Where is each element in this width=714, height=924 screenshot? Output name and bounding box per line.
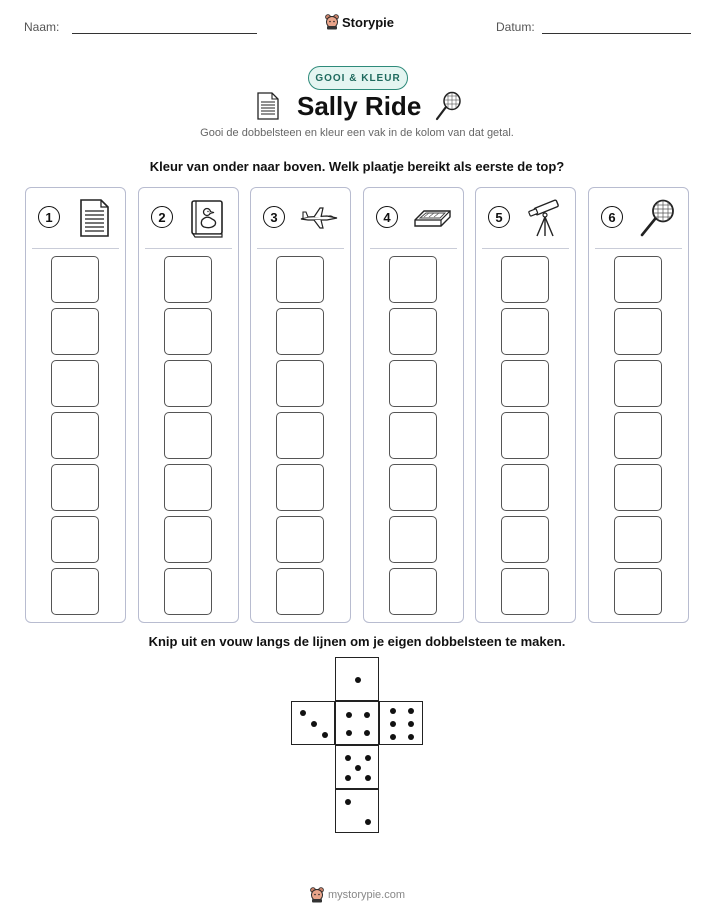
color-box[interactable] bbox=[501, 256, 549, 303]
die-instruction: Knip uit en vouw langs de lijnen om je eigen dobbelsteen te maken. bbox=[148, 634, 566, 649]
color-box[interactable] bbox=[389, 360, 437, 407]
game-instruction: Kleur van onder naar boven. Welk plaatje bereikt als eerste de top? bbox=[149, 159, 565, 174]
die-face-4 bbox=[335, 701, 379, 745]
column-header bbox=[145, 188, 232, 249]
color-box[interactable] bbox=[389, 464, 437, 511]
document-icon bbox=[256, 92, 280, 120]
column-number: 4 bbox=[376, 206, 398, 228]
color-box[interactable] bbox=[51, 568, 99, 615]
page-subtitle: Gooi de dobbelsteen en kleur een vak in de kolom van dat getal. bbox=[200, 127, 514, 139]
color-box[interactable] bbox=[276, 568, 324, 615]
die-pip bbox=[345, 799, 351, 805]
die-pip bbox=[408, 721, 414, 727]
column-number: 5 bbox=[488, 206, 510, 228]
page-title: Sally Ride bbox=[297, 91, 422, 121]
color-box[interactable] bbox=[164, 360, 212, 407]
die-pip bbox=[311, 721, 317, 727]
color-box[interactable] bbox=[389, 568, 437, 615]
die-pip bbox=[364, 712, 370, 718]
name-label: Naam: bbox=[24, 20, 60, 34]
die-face-3 bbox=[291, 701, 335, 745]
color-box[interactable] bbox=[51, 516, 99, 563]
color-box[interactable] bbox=[276, 412, 324, 459]
column-4 bbox=[363, 187, 464, 623]
die-pip bbox=[345, 775, 351, 781]
color-box[interactable] bbox=[501, 308, 549, 355]
color-box[interactable] bbox=[51, 464, 99, 511]
die-pip bbox=[300, 710, 306, 716]
color-box[interactable] bbox=[164, 256, 212, 303]
color-box[interactable] bbox=[51, 412, 99, 459]
column-number: 6 bbox=[601, 206, 623, 228]
color-box[interactable] bbox=[164, 464, 212, 511]
color-box[interactable] bbox=[614, 412, 662, 459]
color-box[interactable] bbox=[501, 412, 549, 459]
telescope-icon bbox=[524, 198, 564, 238]
color-box[interactable] bbox=[51, 360, 99, 407]
color-box[interactable] bbox=[276, 464, 324, 511]
color-box[interactable] bbox=[276, 360, 324, 407]
brand-logo bbox=[325, 14, 394, 30]
tennis-racket-icon bbox=[637, 198, 677, 238]
column-6 bbox=[588, 187, 689, 623]
color-box[interactable] bbox=[501, 464, 549, 511]
column-1 bbox=[25, 187, 126, 623]
color-box[interactable] bbox=[164, 308, 212, 355]
die-pip bbox=[390, 734, 396, 740]
color-box[interactable] bbox=[276, 308, 324, 355]
column-3 bbox=[250, 187, 351, 623]
color-box[interactable] bbox=[614, 516, 662, 563]
date-line[interactable] bbox=[542, 33, 691, 34]
duck-book-icon bbox=[187, 198, 227, 238]
die-face-5 bbox=[335, 745, 379, 789]
bear-icon bbox=[325, 14, 339, 30]
die-pip bbox=[408, 708, 414, 714]
die-pip bbox=[355, 677, 361, 683]
color-box[interactable] bbox=[389, 412, 437, 459]
die-pip bbox=[365, 775, 371, 781]
color-box[interactable] bbox=[614, 308, 662, 355]
date-label: Datum: bbox=[496, 20, 535, 34]
color-box[interactable] bbox=[389, 256, 437, 303]
die-face-6 bbox=[379, 701, 423, 745]
die-pip bbox=[365, 755, 371, 761]
die-face-2 bbox=[335, 789, 379, 833]
color-box[interactable] bbox=[51, 256, 99, 303]
die-pip bbox=[355, 765, 361, 771]
brand-name: Storypie bbox=[342, 14, 395, 30]
color-box[interactable] bbox=[614, 360, 662, 407]
column-header bbox=[370, 188, 457, 249]
die-face-1 bbox=[335, 657, 379, 701]
die-pip bbox=[346, 712, 352, 718]
column-number: 1 bbox=[38, 206, 60, 228]
color-box[interactable] bbox=[276, 256, 324, 303]
air-mattress-icon bbox=[412, 198, 452, 238]
color-box[interactable] bbox=[164, 516, 212, 563]
die-pip bbox=[322, 732, 328, 738]
column-number: 3 bbox=[263, 206, 285, 228]
column-number: 2 bbox=[151, 206, 173, 228]
die-pip bbox=[390, 708, 396, 714]
color-box[interactable] bbox=[276, 516, 324, 563]
die-pip bbox=[345, 755, 351, 761]
die-pip bbox=[408, 734, 414, 740]
footer-url: mystorypie.com bbox=[328, 889, 406, 901]
column-header bbox=[32, 188, 119, 249]
document-icon bbox=[74, 198, 114, 238]
tennis-racket-icon bbox=[434, 91, 462, 121]
die-pip bbox=[364, 730, 370, 736]
color-box[interactable] bbox=[614, 464, 662, 511]
color-box[interactable] bbox=[389, 308, 437, 355]
color-box[interactable] bbox=[389, 516, 437, 563]
column-5 bbox=[475, 187, 576, 623]
die-pip bbox=[346, 730, 352, 736]
color-box[interactable] bbox=[501, 516, 549, 563]
die-pip bbox=[365, 819, 371, 825]
column-2 bbox=[138, 187, 239, 623]
color-box[interactable] bbox=[614, 256, 662, 303]
color-box[interactable] bbox=[51, 308, 99, 355]
color-box[interactable] bbox=[501, 360, 549, 407]
jet-plane-icon bbox=[299, 198, 339, 238]
color-box[interactable] bbox=[164, 568, 212, 615]
footer bbox=[310, 887, 405, 903]
die-pip bbox=[390, 721, 396, 727]
column-header bbox=[482, 188, 569, 249]
column-header bbox=[257, 188, 344, 249]
color-box[interactable] bbox=[614, 568, 662, 615]
activity-badge: GOOI & KLEUR bbox=[308, 66, 408, 90]
color-box[interactable] bbox=[164, 412, 212, 459]
color-box[interactable] bbox=[501, 568, 549, 615]
name-line[interactable] bbox=[72, 33, 257, 34]
column-header bbox=[595, 188, 682, 249]
bear-icon bbox=[310, 887, 324, 903]
